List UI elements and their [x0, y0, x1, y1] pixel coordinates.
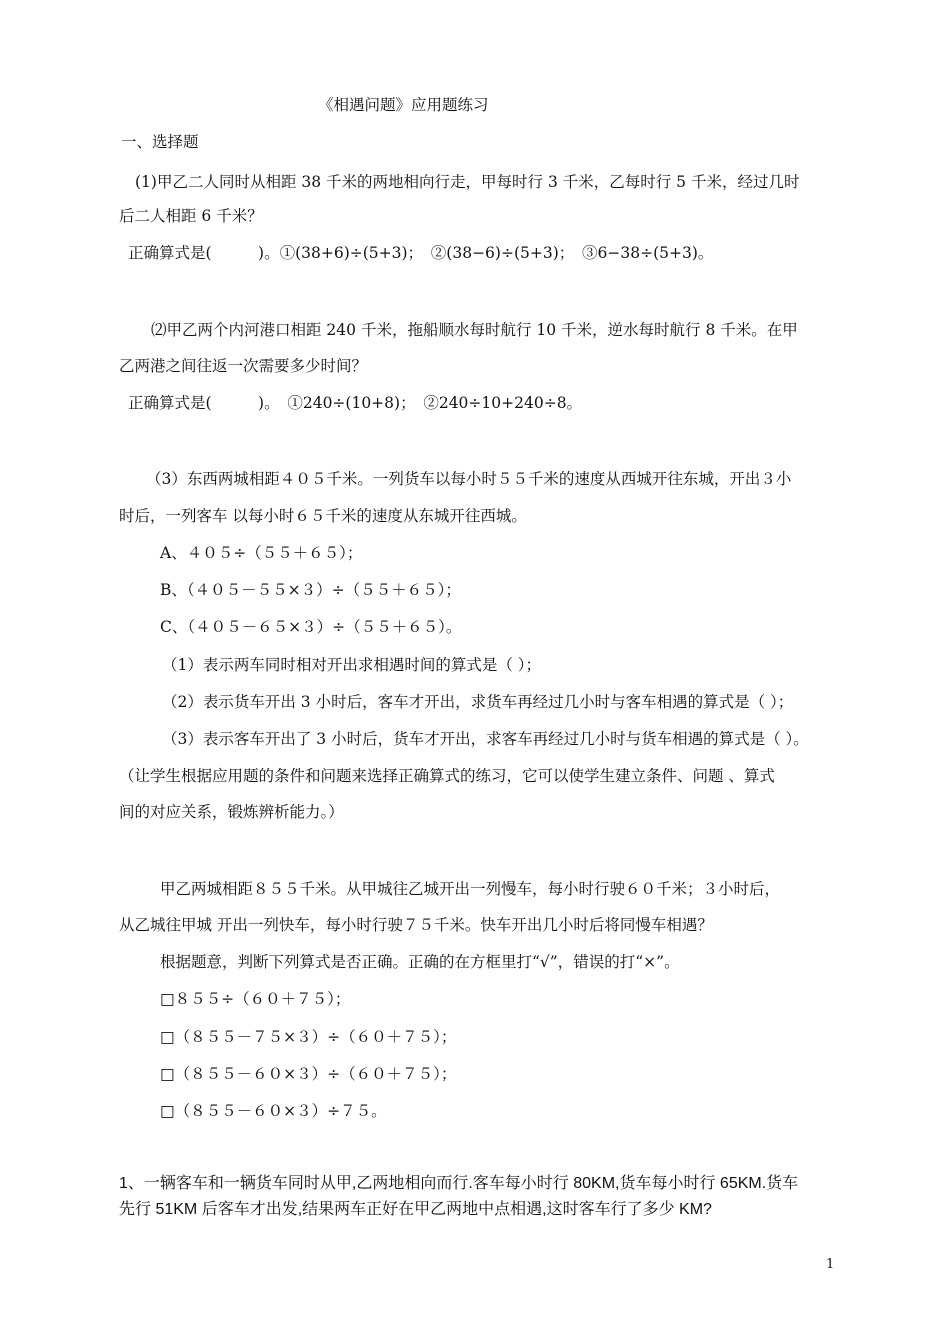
- question-3-line-2: 时后，一列客车 以每小时６５千米的速度从东城开往西城。: [119, 507, 527, 525]
- question-2-answer: 正确算式是( )。 ①240÷(10+8)； ②240÷10+240÷8。: [128, 394, 583, 412]
- teacher-note-line-1: （让学生根据应用题的条件和问题来选择正确算式的练习，它可以使学生建立条件、问题 、算式: [119, 767, 775, 785]
- question-4-line-1: 甲乙两城相距８５５千米。从甲城往乙城开出一列慢车，每小时行驶６０千米；３小时后，: [160, 880, 781, 898]
- checkbox-item: □（８５５－６０×３）÷（６０＋７５）；: [160, 1065, 457, 1083]
- question-1-line-2: 后二人相距 6 千米？: [119, 207, 263, 225]
- question-3-sub-1: （1）表示两车同时相对开出求相遇时间的算式是（ ）；: [162, 656, 542, 674]
- section-heading: 一、选择题: [121, 133, 199, 151]
- question-3-option-c: C、（４０５－６５×３）÷（５５＋６５）。: [160, 618, 462, 636]
- checkbox-item: □（８５５－７５×３）÷（６０＋７５）；: [160, 1028, 457, 1046]
- question-2-line-2: 乙两港之间往返一次需要多少时间？: [119, 357, 368, 375]
- question-1-answer: 正确算式是( )。①(38+6)÷(5+3)； ②(38−6)÷(5+3)； ③6−38÷(5+3)。: [128, 244, 714, 262]
- checkbox-item: □（８５５－６０×３）÷７５。: [160, 1102, 387, 1120]
- question-3-option-a: A、４０５÷（５５＋６５）；: [160, 544, 363, 562]
- checkbox-item: □８５５÷（６０＋７５）；: [160, 990, 351, 1008]
- question-4-instruction: 根据题意，判断下列算式是否正确。正确的在方框里打“√”，错误的打“×”。: [160, 953, 680, 971]
- problem-1-line-2: 先行 51KM 后客车才出发,结果两车正好在甲乙两地中点相遇,这时客车行了多少 KM?: [119, 1201, 712, 1218]
- page-number: 1: [826, 1257, 835, 1272]
- question-2-line-1: ⑵甲乙两个内河港口相距 240 千米，拖船顺水每时航行 10 千米，逆水每时航行 8 千米。在甲: [151, 321, 798, 339]
- question-3-option-b: B、（４０５－５５×３）÷（５５＋６５）；: [160, 581, 461, 599]
- problem-1-line-1: 1、一辆客车和一辆货车同时从甲,乙两地相向而行.客车每小时行 80KM,货车每小时行 65KM.货车: [119, 1175, 799, 1192]
- teacher-note-line-2: 间的对应关系，锻炼辨析能力。）: [119, 803, 344, 821]
- question-4-line-2: 从乙城往甲城 开出一列快车，每小时行驶７５千米。快车开出几小时后将同慢车相遇？: [119, 916, 713, 934]
- question-3-sub-3: （3）表示客车开出了 3 小时后，货车才开出，求客车再经过几小时与货车相遇的算式是（ ）。: [162, 730, 809, 748]
- question-1-line-1: (1)甲乙二人同时从相距 38 千米的两地相向行走，甲每时行 3 千米，乙每时行 5 千米，经过几时: [135, 173, 800, 191]
- question-3-sub-2: （2）表示货车开出 3 小时后，客车才开出，求货车再经过几小时与客车相遇的算式是（ ）；: [162, 693, 794, 711]
- page-title: 《相遇问题》应用题练习: [318, 96, 489, 114]
- question-3-line-1: （3）东西两城相距４０５千米。一列货车以每小时５５千米的速度从西城开往东城，开出３小: [146, 470, 792, 488]
